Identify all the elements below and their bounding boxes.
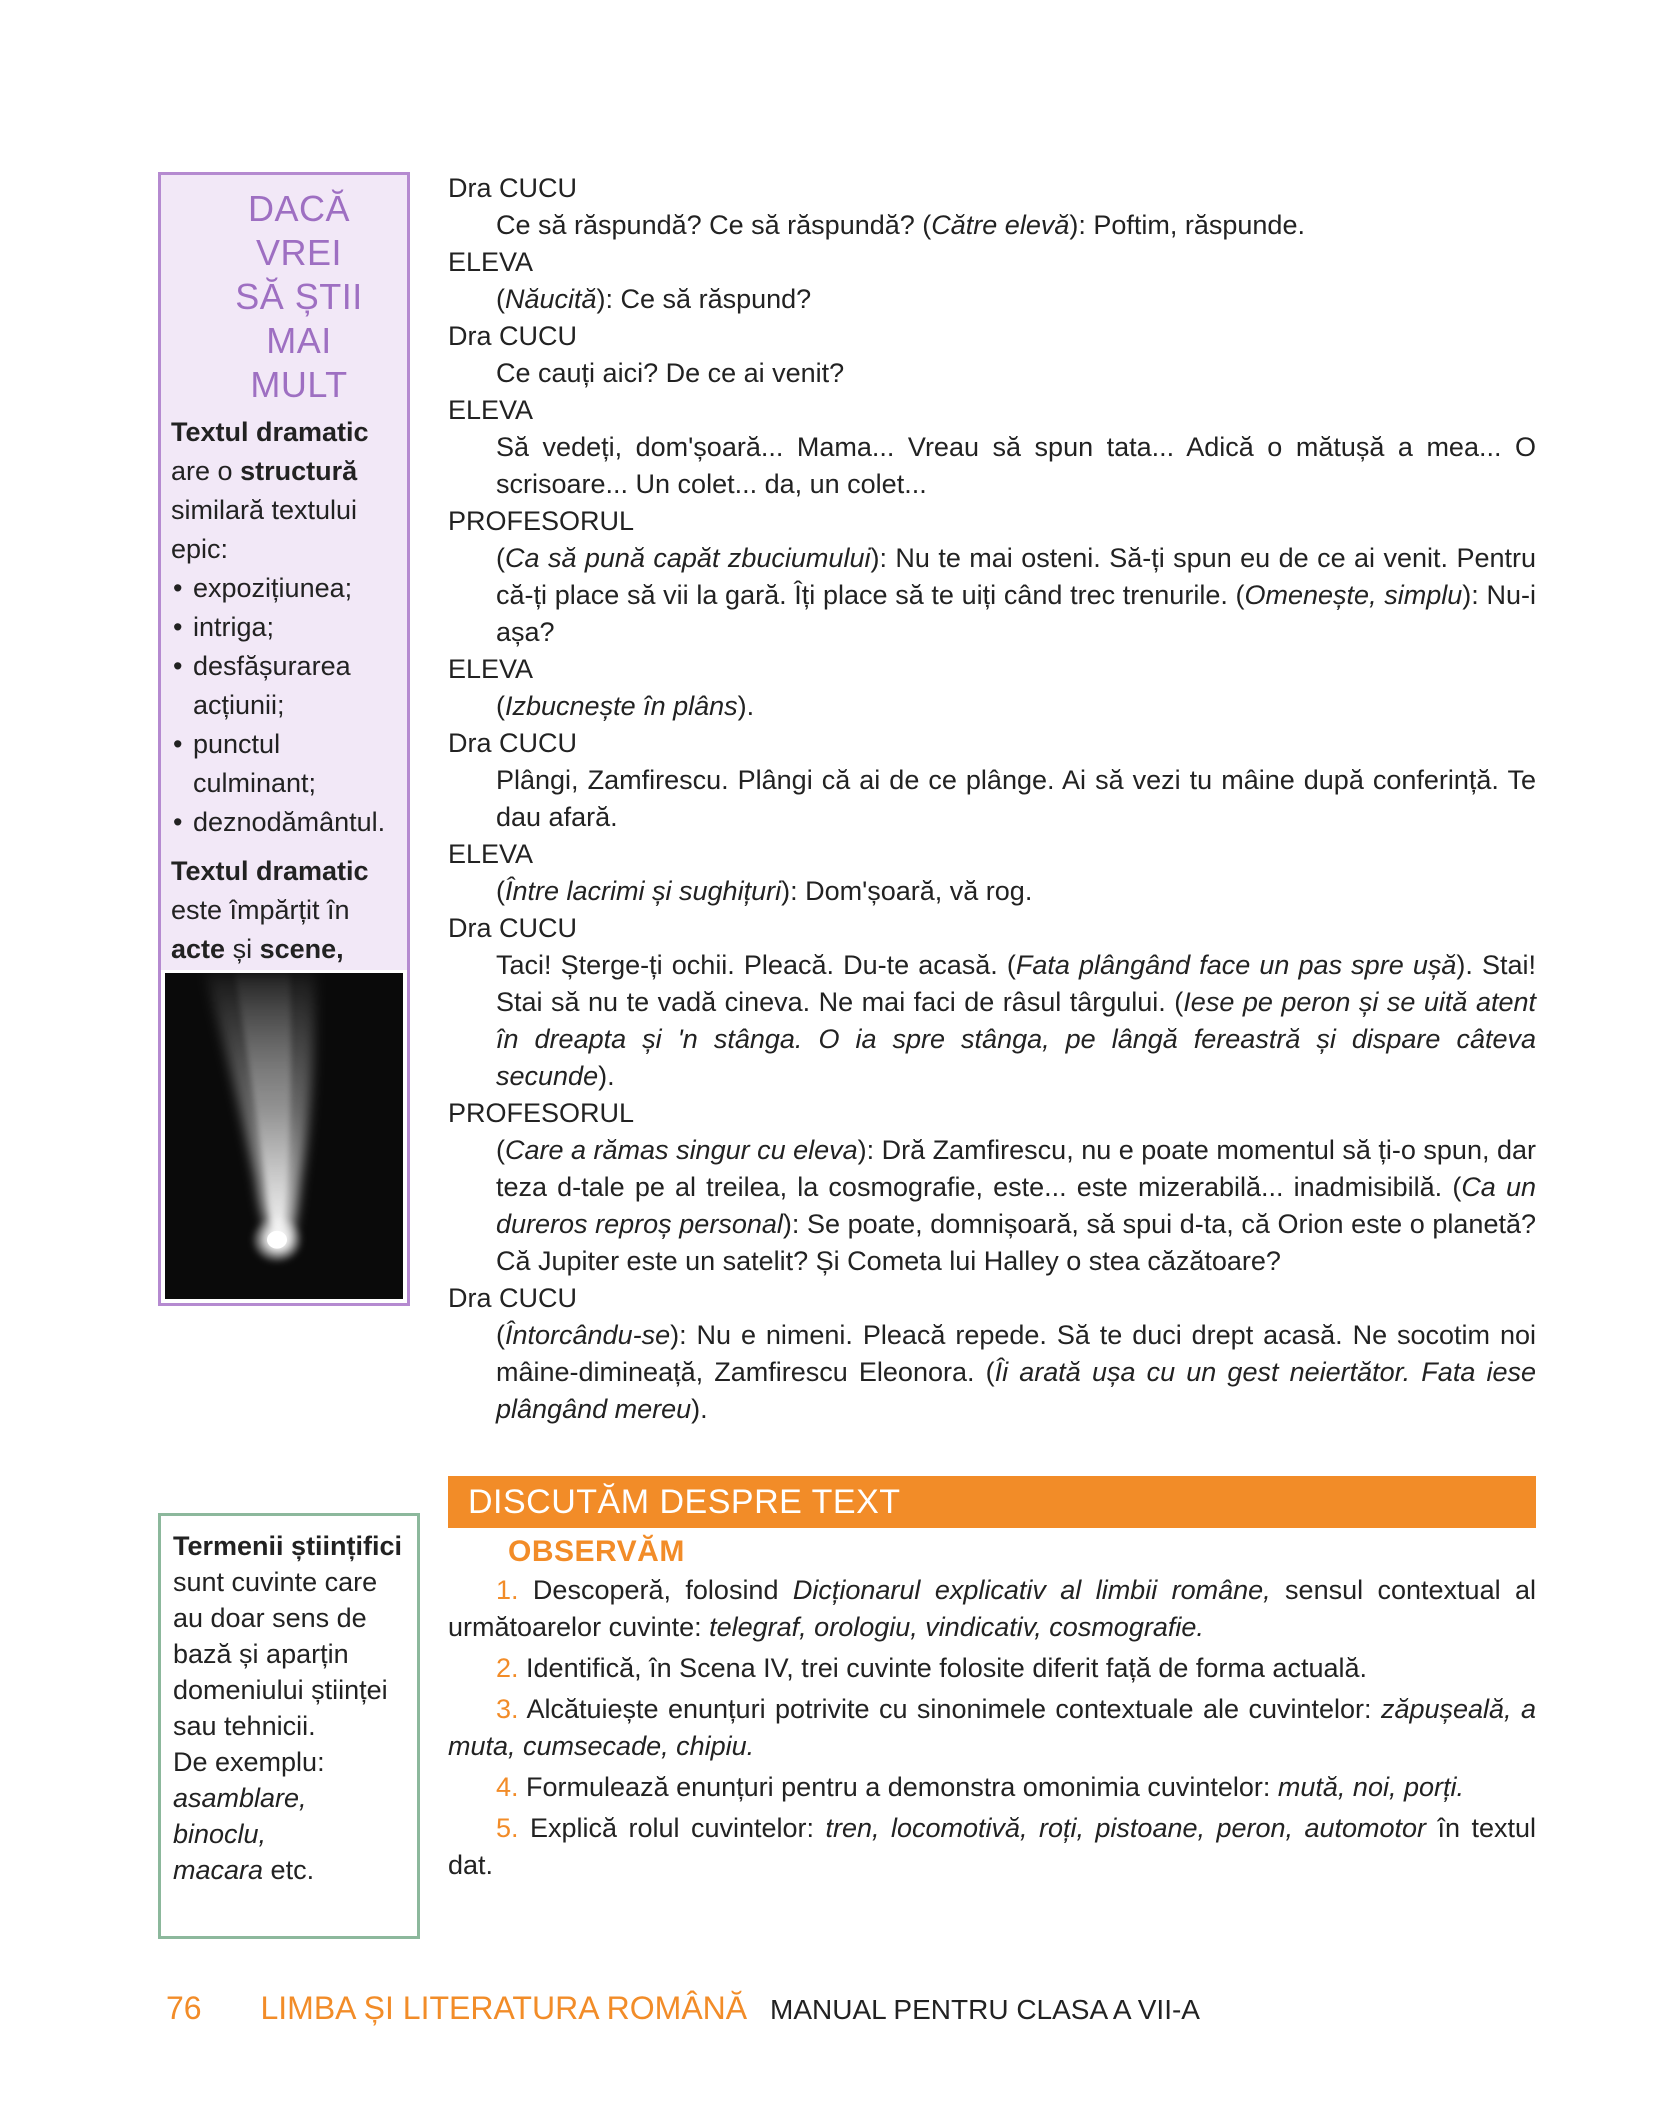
speech-text: ). bbox=[737, 691, 755, 721]
speech-text: ( bbox=[496, 876, 505, 906]
text: sunt cuvinte care au doar sens de bază și aparțin domeniului științei sau tehnicii. bbox=[173, 1567, 388, 1741]
question-item bbox=[448, 1572, 1536, 1646]
question-number: 2. bbox=[496, 1653, 519, 1683]
speaker-name: Dra CUCU bbox=[448, 913, 578, 943]
speaker-name: Dra CUCU bbox=[448, 321, 578, 351]
info-title-line: DACĂ VREI bbox=[247, 188, 351, 273]
speech-line bbox=[448, 762, 1536, 836]
question-item bbox=[448, 1691, 1536, 1765]
example-line bbox=[173, 1852, 405, 1888]
speech-text: Ce să răspundă? Ce să răspundă? ( bbox=[496, 210, 932, 240]
speech-text: Plângi, Zamfirescu. Plângi că ai de ce plânge. Ai să vezi tu mâine după conferință. Te dau afară. bbox=[496, 765, 1536, 832]
speech-text: ( bbox=[496, 1135, 505, 1165]
text: De exemplu: bbox=[173, 1747, 325, 1777]
speech-line bbox=[448, 355, 1536, 392]
question-text: Identifică, în Scena IV, trei cuvinte folosite diferit față de forma actuală. bbox=[518, 1653, 1368, 1683]
comet-icon bbox=[165, 973, 403, 1299]
speech-text: ( bbox=[496, 543, 505, 573]
bold-term: scene, bbox=[259, 934, 344, 964]
question-text: sensul contextual al următoarelor cuvinte: bbox=[448, 1575, 1537, 1642]
list-item: • punctul culminant; bbox=[171, 725, 397, 803]
stage-direction: Ca să pună capăt zbuciumului bbox=[505, 543, 871, 573]
speaker-name: Dra CUCU bbox=[448, 728, 578, 758]
italic-term: mută, noi, porți. bbox=[1277, 1772, 1464, 1802]
info-sidebar-title bbox=[171, 183, 397, 407]
page-number: 76 bbox=[166, 1990, 202, 2026]
stage-direction: Ca un dureros reproș personal bbox=[496, 1172, 1536, 1239]
speech-line bbox=[448, 429, 1536, 503]
stage-direction: Năucită bbox=[505, 284, 597, 314]
terms-sidebar bbox=[158, 1513, 420, 1939]
question-item bbox=[448, 1810, 1536, 1884]
speech-text: ( bbox=[496, 691, 505, 721]
bold-term: Termenii bbox=[173, 1531, 284, 1561]
text: are o bbox=[171, 456, 233, 486]
speech-text: Să vedeți, dom'șoară... Mama... Vreau să spun tata... Adică o mătușă a mea... O scrisoare... Un colet... da, un colet... bbox=[496, 432, 1536, 499]
text: etc. bbox=[270, 1855, 315, 1885]
italic-term: zăpușeală, a muta, cumsecade, chipiu. bbox=[448, 1694, 1536, 1761]
speaker-name: PROFESORUL bbox=[448, 1098, 635, 1128]
speaker-name: ELEVA bbox=[448, 839, 534, 869]
speech-text: ( bbox=[496, 284, 505, 314]
speaker-name: ELEVA bbox=[448, 654, 534, 684]
speech-line bbox=[448, 1317, 1536, 1428]
question-item bbox=[448, 1769, 1536, 1806]
speech-text: ): Dom'șoară, vă rog. bbox=[781, 876, 1033, 906]
speaker-name: Dra CUCU bbox=[448, 173, 578, 203]
italic-term: tren, locomotivă, roți, pistoane, peron, automotor bbox=[825, 1813, 1427, 1843]
speech-line bbox=[448, 947, 1536, 1095]
question-number: 4. bbox=[496, 1772, 519, 1802]
info-sidebar bbox=[158, 172, 410, 1306]
question-text: în textul dat. bbox=[448, 1813, 1536, 1880]
speaker-name: PROFESORUL bbox=[448, 506, 635, 536]
info-sidebar-panel bbox=[161, 175, 407, 970]
comet-image bbox=[165, 973, 403, 1299]
stage-direction: Fata plângând face un pas spre ușă bbox=[1015, 950, 1457, 980]
example-term: asamblare, bbox=[173, 1783, 307, 1813]
stage-direction: Între lacrimi și sughițuri bbox=[505, 876, 782, 906]
speech-text: ): Se poate, domnișoară, să spui d-ta, că Orion este o planetă? Că Jupiter este un satelit? Și Cometa lui Halley o stea căzătoare? bbox=[496, 1209, 1536, 1276]
questions-list bbox=[448, 1572, 1536, 1888]
page-footer bbox=[166, 1988, 1200, 2030]
speech-line bbox=[448, 540, 1536, 651]
speech-text: ( bbox=[496, 1320, 505, 1350]
question-text: Formulează enunțuri pentru a demonstra omonimia cuvintelor: bbox=[518, 1772, 1278, 1802]
speech-text: ): Ce să răspund? bbox=[596, 284, 812, 314]
stage-direction: Îi arată ușa cu un gest neiertător. Fata iese plângând mereu bbox=[496, 1357, 1537, 1424]
example-term: binoclu, bbox=[173, 1819, 267, 1849]
speech-line bbox=[448, 207, 1536, 244]
book-subtitle: MANUAL PENTRU CLASA A VII-A bbox=[770, 1994, 1200, 2025]
speech-text: ). bbox=[691, 1394, 708, 1424]
example-term: macara bbox=[173, 1855, 264, 1885]
italic-term: telegraf, orologiu, vindicativ, cosmografie. bbox=[709, 1612, 1204, 1642]
speech-text: Taci! Șterge-ți ochii. Pleacă. Du-te acasă. ( bbox=[496, 950, 1016, 980]
stage-direction: Izbucnește în plâns bbox=[505, 691, 738, 721]
bold-term: acte bbox=[171, 934, 226, 964]
stage-direction: Întorcându-se bbox=[505, 1320, 671, 1350]
question-number: 3. bbox=[496, 1694, 519, 1724]
stage-direction: Către elevă bbox=[931, 210, 1070, 240]
info-title-line: MULT bbox=[250, 364, 348, 405]
bold-term: Textul dramatic bbox=[171, 417, 369, 447]
stage-direction: Care a rămas singur cu eleva bbox=[505, 1135, 858, 1165]
text: similară textului epic: bbox=[171, 495, 358, 564]
speech-line bbox=[448, 688, 1536, 725]
section-subheading: OBSERVĂM bbox=[508, 1535, 685, 1568]
speech-text: ): Nu-i așa? bbox=[496, 580, 1536, 647]
speaker-name: ELEVA bbox=[448, 395, 534, 425]
list-item: • deznodământul. bbox=[171, 803, 397, 842]
question-number: 1. bbox=[496, 1575, 519, 1605]
speech-line bbox=[448, 281, 1536, 318]
bold-term: structură bbox=[240, 456, 358, 486]
speaker-name: ELEVA bbox=[448, 247, 534, 277]
list-item: • expozițiunea; bbox=[171, 569, 397, 608]
list-item: • intriga; bbox=[171, 608, 397, 647]
speech-text: ). Stai! Stai să nu te vadă cineva. Ne mai faci de râsul târgului. ( bbox=[496, 950, 1536, 1017]
speech-text: ): Poftim, răspunde. bbox=[1069, 210, 1305, 240]
stage-direction: Iese pe peron și se uită atent în dreapta și 'n stânga. O ia spre stânga, pe lângă fereastră și dispare câteva secunde bbox=[496, 987, 1536, 1091]
text: și bbox=[232, 934, 253, 964]
text: este împărțit în bbox=[171, 895, 350, 925]
section-banner: DISCUTĂM DESPRE TEXT bbox=[448, 1476, 1536, 1528]
bold-term: Textul dramatic bbox=[171, 856, 369, 886]
speaker-name: Dra CUCU bbox=[448, 1283, 578, 1313]
structure-list bbox=[171, 569, 397, 842]
info-title-line: SĂ ȘTII MAI bbox=[235, 276, 363, 361]
speech-text: ). bbox=[598, 1061, 615, 1091]
stage-direction: Omenește, simplu bbox=[1244, 580, 1463, 610]
bold-term: științifici bbox=[291, 1531, 403, 1561]
speech-line bbox=[448, 1132, 1536, 1280]
question-text: Alcătuiește enunțuri potrivite cu sinonimele contextuale ale cuvintelor: bbox=[518, 1694, 1381, 1724]
book-title: LIMBA ȘI LITERATURA ROMÂNĂ bbox=[260, 1990, 748, 2026]
question-text: Descoperă, folosind bbox=[518, 1575, 793, 1605]
question-item bbox=[448, 1650, 1536, 1687]
list-item: • desfășurarea acțiunii; bbox=[171, 647, 397, 725]
question-number: 5. bbox=[496, 1813, 519, 1843]
speech-text: Ce cauți aici? De ce ai venit? bbox=[496, 358, 845, 388]
speech-text: ): Nu e nimeni. Pleacă repede. Să te duci drept acasă. Ne socotim noi mâine-dimineață, Zamfirescu Eleonora. ( bbox=[496, 1320, 1536, 1387]
dialogue bbox=[448, 170, 1536, 1428]
speech-text: ): Dră Zamfirescu, nu e poate momentul să ți-o spun, dar teza d-tale pe al treilea, la cosmografie, este... este mizerabilă... inadmisibilă. ( bbox=[496, 1135, 1536, 1202]
question-text: Explică rolul cuvintelor: bbox=[518, 1813, 826, 1843]
speech-text: ): Nu te mai osteni. Să-ți spun eu de ce ai venit. Pentru că-ți place să vii la gară. Îți place să te uiți când trec trenurile. ( bbox=[496, 543, 1536, 610]
info-paragraph-structure bbox=[171, 413, 397, 569]
speech-line bbox=[448, 873, 1536, 910]
italic-term: Dicționarul explicativ al limbii române, bbox=[792, 1575, 1271, 1605]
